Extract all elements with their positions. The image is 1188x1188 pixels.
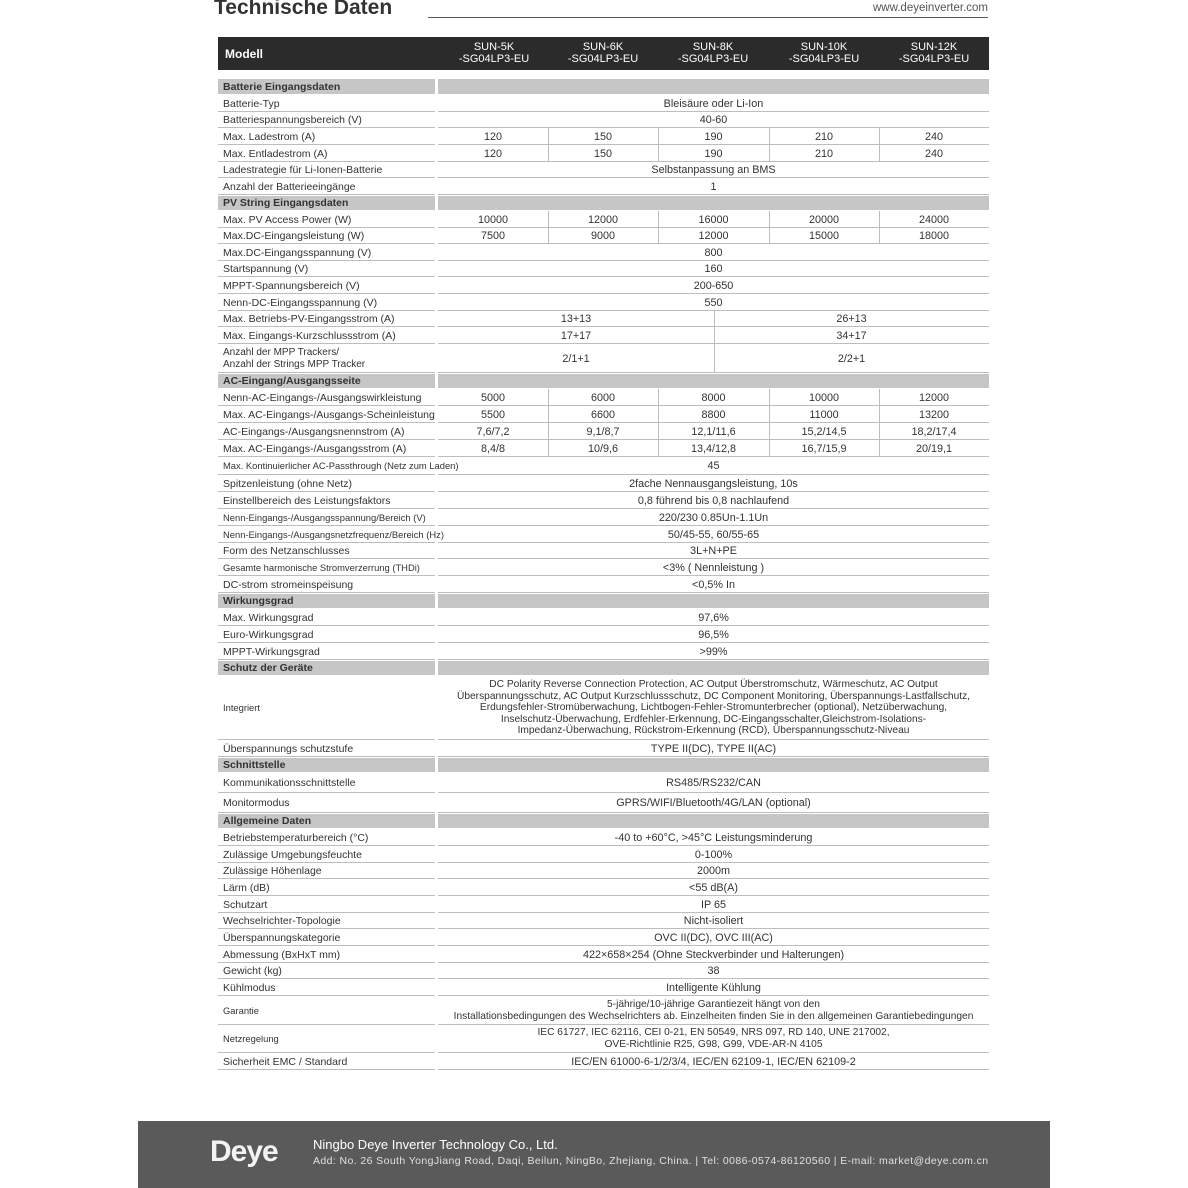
column-separator: [658, 128, 659, 145]
table-row: [218, 543, 989, 559]
section-value-bg: [438, 758, 989, 772]
row-value: 190: [704, 131, 723, 143]
row-value: 220/230 0.85Un-1.1Un: [658, 512, 769, 524]
model-column-header: SUN-10K -SG04LP3-EU: [788, 41, 860, 65]
row-label: Nenn-AC-Eingangs-/Ausgangswirkleistung: [223, 392, 422, 404]
table-row: [218, 879, 989, 896]
row-label: MPPT-Spannungsbereich (V): [223, 280, 360, 292]
table-row: [218, 576, 989, 593]
row-label: Überspannungs schutzstufe: [223, 743, 354, 755]
row-label: Max.DC-Eingangsspannung (V): [223, 247, 372, 259]
row-label: Form des Netzanschlusses: [223, 545, 350, 557]
row-value: 422×658×254 (Ohne Steckverbinder und Halterungen): [582, 949, 845, 961]
row-value: 5500: [480, 409, 506, 421]
table-row: [218, 913, 989, 929]
section-header-row: [218, 593, 989, 609]
table-row: [218, 740, 989, 757]
row-value: 150: [593, 148, 612, 160]
table-row: [218, 389, 989, 406]
table-row: [218, 406, 989, 423]
row-label: Betriebstemperaturbereich (°C): [223, 832, 369, 844]
row-value: 40-60: [699, 114, 728, 126]
row-value: 10000: [808, 392, 840, 404]
column-separator: [548, 128, 549, 145]
row-value: 0-100%: [694, 849, 733, 861]
row-label: Startspannung (V): [223, 263, 309, 275]
table-body: [218, 70, 989, 1070]
section-header-row: [218, 757, 989, 773]
row-value: 200-650: [693, 280, 734, 292]
section-label: Schnittstelle: [223, 759, 286, 771]
table-row: [218, 676, 989, 740]
row-value: 2000m: [696, 865, 730, 877]
row-value: 1: [710, 181, 717, 193]
table-row: [218, 996, 989, 1025]
column-separator: [879, 211, 880, 228]
column-separator: [879, 145, 880, 162]
table-row: [218, 228, 989, 244]
section-header-row: [218, 660, 989, 676]
row-label: Netzregelung: [223, 1033, 279, 1044]
row-value: IEC/EN 61000-6-1/2/3/4, IEC/EN 62109-1, IEC/EN 62109-2: [571, 1056, 856, 1068]
table-row: [218, 277, 989, 294]
row-value: 800: [704, 247, 723, 259]
row-value: 38: [707, 965, 720, 977]
row-label: Ladestrategie für Li-Ionen-Batterie: [223, 164, 383, 176]
row-value: 2/1+1: [562, 353, 590, 365]
table-row: [218, 773, 989, 793]
section-label: PV String Eingangsdaten: [223, 197, 349, 209]
column-separator: [879, 406, 880, 423]
row-value: -40 to +60°C, >45°C Leistungsminderung: [614, 832, 813, 844]
table-row: [218, 311, 989, 327]
row-value: 2fache Nennausgangsleistung, 10s: [629, 478, 798, 490]
model-column-header: SUN-12K -SG04LP3-EU: [898, 41, 970, 65]
column-separator: [714, 311, 715, 327]
row-label: Max. Betriebs-PV-Eingangsstrom (A): [223, 313, 395, 325]
row-value: 16,7/15,9: [801, 443, 847, 455]
row-value: 26+13: [836, 313, 867, 325]
table-row: [218, 112, 989, 128]
column-separator: [658, 406, 659, 423]
table-row: [218, 261, 989, 277]
table-row: [218, 423, 989, 440]
table-row: [218, 440, 989, 457]
table-row: [218, 95, 989, 112]
row-value: 7,6/7,2: [476, 426, 510, 438]
row-label: Max. Eingangs-Kurzschlussstrom (A): [223, 330, 396, 342]
row-value: Bleisäure oder Li-Ion: [663, 98, 764, 110]
spec-table: [218, 37, 989, 1070]
row-label: Wechselrichter-Topologie: [223, 915, 341, 927]
model-column-header: SUN-8K -SG04LP3-EU: [677, 41, 749, 65]
column-separator: [769, 128, 770, 145]
row-label: Max. Wirkungsgrad: [223, 612, 314, 624]
column-separator: [879, 228, 880, 244]
row-label: Kühlmodus: [223, 982, 276, 994]
row-label: AC-Eingangs-/Ausgangsnennstrom (A): [223, 426, 405, 438]
row-value: 96,5%: [698, 629, 729, 641]
table-row: [218, 145, 989, 162]
column-separator: [769, 406, 770, 423]
section-value-bg: [438, 79, 989, 94]
table-row: [218, 475, 989, 492]
table-row: [218, 609, 989, 626]
row-value: 210: [814, 148, 833, 160]
row-label: Euro-Wirkungsgrad: [223, 629, 314, 641]
column-separator: [548, 423, 549, 440]
column-separator: [769, 228, 770, 244]
section-value-bg: [438, 661, 989, 675]
table-row: [218, 829, 989, 846]
row-label: Spitzenleistung (ohne Netz): [223, 478, 352, 490]
section-header-row: [218, 78, 989, 95]
column-separator: [714, 327, 715, 344]
row-value: 550: [704, 297, 723, 309]
row-label: Gewicht (kg): [223, 965, 282, 977]
row-value: TYPE II(DC), TYPE II(AC): [650, 743, 777, 755]
row-value: 13+13: [560, 313, 592, 325]
page-title: Technische Daten: [214, 0, 393, 19]
row-value: 15000: [808, 230, 840, 242]
row-value: 17+17: [560, 330, 592, 342]
row-label: Max. Kontinuierlicher AC-Passthrough (Netz zum Laden): [223, 460, 459, 471]
row-value: 97,6%: [698, 612, 729, 624]
column-separator: [879, 389, 880, 406]
table-row: [218, 344, 989, 373]
row-label: Batterie-Typ: [223, 98, 280, 110]
row-label: Integriert: [223, 702, 260, 713]
table-row: [218, 929, 989, 946]
company-name: Ningbo Deye Inverter Technology Co., Ltd.: [313, 1137, 558, 1152]
row-label: Anzahl der MPP Trackers/ Anzahl der Strings MPP Tracker: [223, 347, 366, 370]
row-value: 9,1/8,7: [586, 426, 620, 438]
row-label: Monitormodus: [223, 797, 290, 809]
section-header-row: [218, 813, 989, 829]
row-value: RS485/RS232/CAN: [666, 777, 761, 789]
column-separator: [879, 128, 880, 145]
table-row: [218, 1053, 989, 1070]
section-value-bg: [438, 814, 989, 828]
row-label: Einstellbereich des Leistungsfaktors: [223, 495, 391, 507]
table-row: [218, 128, 989, 145]
row-value: 120: [483, 148, 502, 160]
row-value: 160: [704, 263, 723, 275]
row-value: 120: [483, 131, 502, 143]
column-separator: [769, 145, 770, 162]
row-value: 8000: [701, 392, 726, 404]
row-label: Lärm (dB): [223, 882, 270, 894]
row-value: 12,1/11,6: [691, 426, 736, 438]
row-value: Nicht-isoliert: [683, 915, 744, 927]
row-value: 34+17: [836, 330, 867, 342]
table-row: [218, 1025, 989, 1053]
website-url[interactable]: www.deyeinverter.com: [872, 2, 988, 14]
row-label: Max. AC-Eingangs-/Ausgangs-Scheinleistung: [223, 409, 435, 421]
column-separator: [658, 228, 659, 244]
row-value: 190: [704, 148, 723, 160]
column-separator: [658, 423, 659, 440]
table-row: [218, 457, 989, 475]
model-label: Modell: [225, 47, 263, 61]
row-label: Überspannungskategorie: [223, 932, 341, 944]
row-label: Kommunikationsschnittstelle: [223, 777, 356, 789]
row-label: Zulässige Umgebungsfeuchte: [223, 849, 362, 861]
row-label: Max. AC-Eingangs-/Ausgangsstrom (A): [223, 443, 407, 455]
column-separator: [658, 145, 659, 162]
column-separator: [658, 440, 659, 457]
column-separator: [548, 211, 549, 228]
table-row: [218, 492, 989, 509]
row-value: 24000: [918, 214, 950, 226]
row-value: 18000: [918, 230, 950, 242]
row-label: Zulässige Höhenlage: [223, 865, 322, 877]
row-label: Nenn-DC-Eingangsspannung (V): [223, 297, 378, 309]
table-row: [218, 509, 989, 526]
table-row: [218, 294, 989, 311]
row-value: 150: [593, 131, 612, 143]
section-label: Schutz der Geräte: [223, 662, 313, 674]
table-row: [218, 946, 989, 963]
table-row: [218, 896, 989, 913]
row-value: 8,4/8: [480, 443, 505, 455]
row-value: 10000: [477, 214, 509, 226]
column-separator: [548, 406, 549, 423]
table-row: [218, 626, 989, 643]
row-value: <55 dB(A): [689, 882, 738, 894]
deye-logo: Deye: [210, 1135, 278, 1168]
row-value: 45: [707, 460, 720, 472]
column-separator: [548, 389, 549, 406]
row-value: 16000: [698, 214, 729, 226]
column-separator: [658, 211, 659, 228]
section-value-bg: [438, 196, 989, 210]
row-value: 11000: [809, 409, 839, 421]
section-label: Batterie Eingangsdaten: [223, 81, 341, 93]
row-label: Sicherheit EMC / Standard: [223, 1056, 348, 1068]
table-row: [218, 979, 989, 996]
column-separator: [548, 228, 549, 244]
row-label: Max. Entladestrom (A): [223, 148, 328, 160]
column-separator: [548, 145, 549, 162]
section-label: Wirkungsgrad: [223, 595, 294, 607]
row-label: DC-strom stromeinspeisung: [223, 579, 354, 591]
footer: [138, 1121, 1050, 1188]
row-label: Nenn-Eingangs-/Ausgangsspannung/Bereich (V): [223, 512, 426, 523]
row-value: Intelligente Kühlung: [666, 982, 761, 994]
row-value: 10/9,6: [587, 443, 619, 455]
section-label: Allgemeine Daten: [223, 815, 312, 827]
row-value: 0,8 führend bis 0,8 nachlaufend: [637, 495, 790, 507]
row-value: 13,4/12,8: [690, 443, 737, 455]
table-row: [218, 963, 989, 979]
row-value: 50/45-55, 60/55-65: [667, 529, 760, 541]
row-value: 3L+N+PE: [690, 545, 737, 557]
table-row: [218, 526, 989, 543]
column-separator: [658, 389, 659, 406]
row-value: 18,2/17,4: [911, 426, 957, 438]
row-value: 20000: [808, 214, 840, 226]
section-header-row: [218, 373, 989, 389]
table-row: [218, 327, 989, 344]
row-value: <3% ( Nennleistung ): [662, 562, 765, 574]
row-value: 13200: [918, 409, 950, 421]
table-row: [218, 211, 989, 228]
row-value: IEC 61727, IEC 62116, CEI 0-21, EN 50549, NRS 097, RD 140, UNE 217002, OVE-Richtlinie R25, G98, G99, VDE-AR-N 4105: [537, 1027, 890, 1050]
row-value: 12000: [698, 230, 729, 242]
column-separator: [879, 440, 880, 457]
table-row: [218, 793, 989, 813]
company-address: Add: No. 26 South YongJiang Road, Daqi, Beilun, NingBo, Zhejiang, China. | Tel: 0086-0574-86120560 | E-mail: market@deye.com.cn: [313, 1155, 989, 1167]
section-value-bg: [438, 374, 989, 388]
row-value: 8800: [701, 409, 726, 421]
row-label: Nenn-Eingangs-/Ausgangsnetzfrequenz/Bereich (Hz): [223, 529, 444, 540]
row-value: 6000: [590, 392, 616, 404]
row-label: Batteriespannungsbereich (V): [223, 114, 362, 126]
table-row: [218, 846, 989, 863]
table-row: [218, 863, 989, 879]
row-value: 2/2+1: [837, 353, 866, 365]
row-value: GPRS/WIFI/Bluetooth/4G/LAN (optional): [616, 797, 811, 809]
row-value: 210: [814, 131, 833, 143]
table-header: [218, 37, 989, 70]
row-label: Max. PV Access Power (W): [223, 214, 352, 226]
section-label: AC-Eingang/Ausgangsseite: [223, 375, 361, 387]
column-separator: [769, 440, 770, 457]
row-label: Anzahl der Batterieeingänge: [223, 181, 356, 193]
table-row: [218, 162, 989, 178]
section-header-row: [218, 195, 989, 211]
row-value: 240: [924, 148, 943, 160]
row-divider: [438, 1069, 989, 1070]
row-label: Max. Ladestrom (A): [223, 131, 316, 143]
column-separator: [769, 389, 770, 406]
row-value: 12000: [587, 214, 619, 226]
model-column-header: SUN-6K -SG04LP3-EU: [567, 41, 639, 65]
row-value: 20/19,1: [915, 443, 953, 455]
row-value: 15,2/14,5: [801, 426, 847, 438]
row-value: OVC II(DC), OVC III(AC): [654, 932, 773, 944]
row-value: 6600: [590, 409, 616, 421]
column-separator: [769, 423, 770, 440]
row-label: Schutzart: [223, 899, 268, 911]
row-label: Garantie: [223, 1005, 259, 1016]
row-label: Gesamte harmonische Stromverzerrung (THDi): [223, 562, 420, 573]
row-value: 5000: [480, 392, 506, 404]
row-label: Abmessung (BxHxT mm): [223, 949, 341, 961]
row-divider: [218, 1069, 435, 1070]
row-value: 240: [924, 131, 943, 143]
table-row: [218, 559, 989, 576]
table-row: [218, 178, 989, 195]
row-value: IP 65: [700, 899, 726, 911]
model-column-header: SUN-5K -SG04LP3-EU: [458, 41, 530, 65]
row-value: 5-jährige/10-jährige Garantiezeit hängt von den Installationsbedingungen des Wechselrichters ab. Einzelheiten finden Sie in den allgemeinen Garantiebedingungen: [453, 999, 974, 1022]
row-value: >99%: [699, 646, 728, 658]
section-value-bg: [438, 594, 989, 608]
row-value: 12000: [918, 392, 950, 404]
row-value: DC Polarity Reverse Connection Protection, AC Output Überstromschutz, Wärmeschutz, AC Output Überspannungsschutz, AC Output Kurzschlussschutz, DC Component Monitoring, Überspannungs-Lastfallschutz, Erdungsfehler-Stromüberwachung, Lichtbogen-Fehler-Stromunterbrecher (optional), Netzüberwachung, Inselschutz-Überwachung, Erdfehler-Erkennung, DC-Eingangsschalter,Gleichstrom-Isolations- Impedanz-Überwachung, Rückstrom-Erkennung (RCD), Überspannungsschutz-Niveau: [456, 679, 971, 737]
table-row: [218, 244, 989, 261]
column-separator: [714, 344, 715, 373]
row-value: Selbstanpassung an BMS: [651, 164, 776, 176]
row-value: 7500: [480, 230, 506, 242]
row-label: Max.DC-Eingangsleistung (W): [223, 230, 365, 242]
title-rule: [428, 17, 988, 18]
column-separator: [879, 423, 880, 440]
column-separator: [769, 211, 770, 228]
row-value: <0,5% In: [692, 579, 735, 591]
row-label: MPPT-Wirkungsgrad: [223, 646, 320, 658]
table-row: [218, 643, 989, 660]
row-value: 9000: [590, 230, 616, 242]
column-separator: [548, 440, 549, 457]
